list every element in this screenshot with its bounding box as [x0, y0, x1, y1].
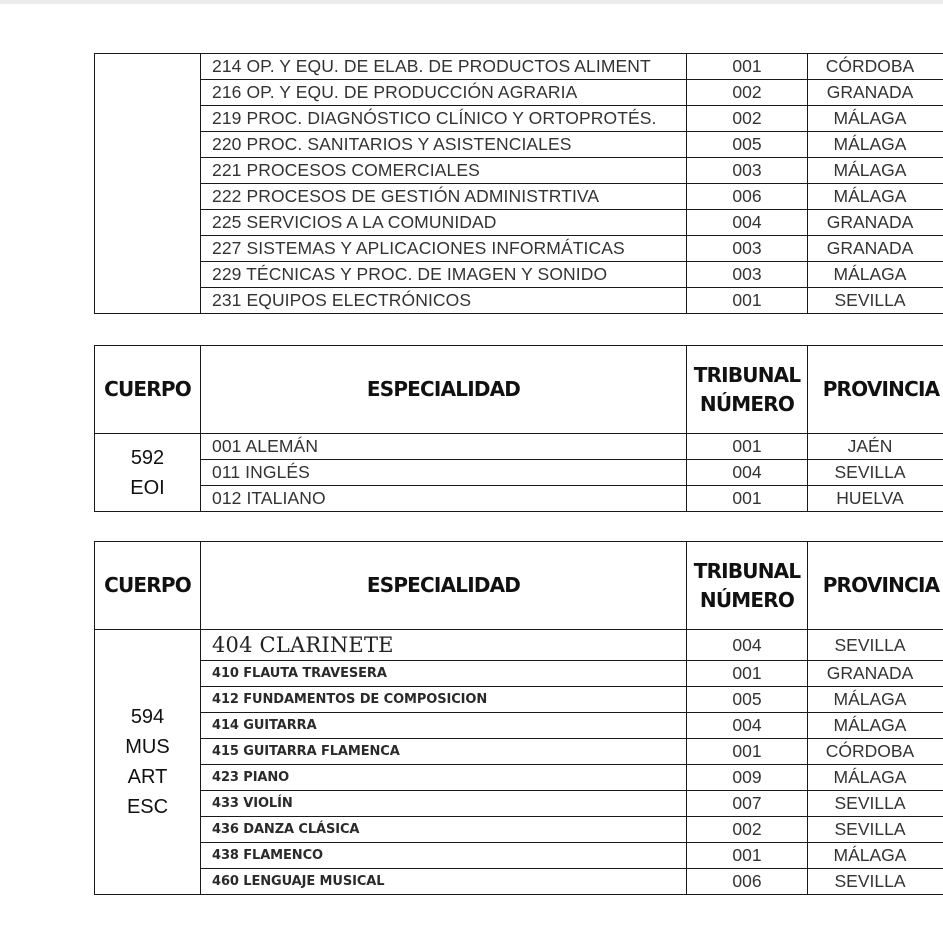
table-row — [95, 486, 943, 512]
table-row — [95, 262, 943, 288]
table-594-mus-art-esc — [94, 541, 943, 895]
especialidad-cell: 216 OP. Y EQU. DE PRODUCCIÓN AGRARIA — [201, 80, 687, 106]
tribunal-cell: 003 — [687, 262, 808, 288]
provincia-cell: GRANADA — [808, 210, 943, 236]
header-tribunal-numero — [687, 542, 808, 630]
table-row — [95, 434, 943, 460]
tribunal-cell: 009 — [687, 765, 808, 791]
especialidad-cell: 214 OP. Y EQU. DE ELAB. DE PRODUCTOS ALIMENT — [201, 54, 687, 80]
tribunal-cell: 004 — [687, 460, 808, 486]
tribunal-cell: 001 — [687, 434, 808, 460]
table-row — [95, 210, 943, 236]
especialidad-cell: 220 PROC. SANITARIOS Y ASISTENCIALES — [201, 132, 687, 158]
tribunal-cell: 002 — [687, 80, 808, 106]
provincia-cell: MÁLAGA — [808, 184, 943, 210]
provincia-cell: CÓRDOBA — [808, 739, 943, 765]
tribunal-cell: 002 — [687, 106, 808, 132]
header-cuerpo: CUERPO — [95, 542, 201, 630]
provincia-cell: MÁLAGA — [808, 713, 943, 739]
provincia-cell: MÁLAGA — [808, 687, 943, 713]
table-row — [95, 288, 943, 314]
tribunal-cell: 003 — [687, 158, 808, 184]
especialidad-cell: 012 ITALIANO — [201, 486, 687, 512]
especialidad-cell: 436 DANZA CLÁSICA — [201, 817, 687, 843]
header-especialidad: ESPECIALIDAD — [201, 346, 687, 434]
table-row — [95, 80, 943, 106]
tribunal-cell: 006 — [687, 184, 808, 210]
table-header-row — [95, 346, 943, 434]
table-row — [95, 791, 943, 817]
tribunal-cell: 001 — [687, 486, 808, 512]
table-row — [95, 765, 943, 791]
cuerpo-name: EOI — [130, 476, 165, 499]
table-row — [95, 661, 943, 687]
provincia-cell: MÁLAGA — [808, 106, 943, 132]
provincia-cell: MÁLAGA — [808, 843, 943, 869]
cuerpo-cell — [95, 630, 201, 895]
tribunal-cell: 001 — [687, 661, 808, 687]
table-row — [95, 184, 943, 210]
tribunal-cell: 001 — [687, 739, 808, 765]
cuerpo-cell-empty — [95, 54, 201, 314]
cuerpo-name-line: ART — [127, 766, 168, 788]
tribunal-cell: 001 — [687, 288, 808, 314]
table-592-eoi — [94, 345, 943, 512]
especialidad-cell: 222 PROCESOS DE GESTIÓN ADMINISTRTIVA — [201, 184, 687, 210]
header-tribunal-numero — [687, 346, 808, 434]
especialidad-cell: 404 CLARINETE — [201, 630, 687, 661]
provincia-cell: MÁLAGA — [808, 132, 943, 158]
provincia-cell: MÁLAGA — [808, 765, 943, 791]
especialidad-cell: 438 FLAMENCO — [201, 843, 687, 869]
table-row — [95, 817, 943, 843]
tribunal-cell: 004 — [687, 713, 808, 739]
table-row — [95, 843, 943, 869]
table-row — [95, 630, 943, 661]
tribunal-cell: 002 — [687, 817, 808, 843]
tribunal-cell: 004 — [687, 630, 808, 661]
table-row — [95, 869, 943, 895]
tribunal-cell: 001 — [687, 54, 808, 80]
table-row — [95, 132, 943, 158]
provincia-cell: GRANADA — [808, 80, 943, 106]
header-provincia: PROVINCIA — [808, 346, 943, 434]
especialidad-cell: 412 FUNDAMENTOS DE COMPOSICION — [201, 687, 687, 713]
especialidad-cell: 415 GUITARRA FLAMENCA — [201, 739, 687, 765]
provincia-cell: SEVILLA — [808, 791, 943, 817]
table-row — [95, 54, 943, 80]
header-numero: NÚMERO — [699, 391, 795, 416]
tribunal-cell: 005 — [687, 132, 808, 158]
especialidad-cell: 410 FLAUTA TRAVESERA — [201, 661, 687, 687]
cuerpo-code: 592 — [130, 446, 165, 469]
table-row — [95, 106, 943, 132]
cuerpo-name-line: MUS — [125, 736, 170, 758]
especialidad-cell: 423 PIANO — [201, 765, 687, 791]
table-row — [95, 460, 943, 486]
cuerpo-cell — [95, 434, 201, 512]
tribunal-cell: 006 — [687, 869, 808, 895]
especialidad-cell: 225 SERVICIOS A LA COMUNIDAD — [201, 210, 687, 236]
header-tribunal: TRIBUNAL — [693, 558, 801, 583]
especialidad-cell: 229 TÉCNICAS Y PROC. DE IMAGEN Y SONIDO — [201, 262, 687, 288]
provincia-cell: MÁLAGA — [808, 158, 943, 184]
table-continuation — [94, 53, 943, 314]
provincia-cell: SEVILLA — [808, 869, 943, 895]
provincia-cell: CÓRDOBA — [808, 54, 943, 80]
table-row — [95, 739, 943, 765]
table-row — [95, 687, 943, 713]
provincia-cell: SEVILLA — [808, 288, 943, 314]
especialidad-cell: 011 INGLÉS — [201, 460, 687, 486]
provincia-cell: GRANADA — [808, 236, 943, 262]
especialidad-cell: 221 PROCESOS COMERCIALES — [201, 158, 687, 184]
especialidad-cell: 460 LENGUAJE MUSICAL — [201, 869, 687, 895]
tribunal-cell: 007 — [687, 791, 808, 817]
provincia-cell: GRANADA — [808, 661, 943, 687]
provincia-cell: SEVILLA — [808, 817, 943, 843]
provincia-cell: SEVILLA — [808, 460, 943, 486]
provincia-cell: MÁLAGA — [808, 262, 943, 288]
cuerpo-name-line: ESC — [126, 796, 169, 818]
tribunal-cell: 001 — [687, 843, 808, 869]
especialidad-cell: 001 ALEMÁN — [201, 434, 687, 460]
header-provincia: PROVINCIA — [808, 542, 943, 630]
header-tribunal: TRIBUNAL — [693, 362, 801, 387]
tribunal-cell: 003 — [687, 236, 808, 262]
especialidad-cell: 433 VIOLÍN — [201, 791, 687, 817]
cuerpo-code: 594 — [130, 706, 165, 728]
tribunal-cell: 005 — [687, 687, 808, 713]
especialidad-cell: 231 EQUIPOS ELECTRÓNICOS — [201, 288, 687, 314]
table-row — [95, 713, 943, 739]
table-header-row — [95, 542, 943, 630]
tribunal-cell: 004 — [687, 210, 808, 236]
provincia-cell: SEVILLA — [808, 630, 943, 661]
header-especialidad: ESPECIALIDAD — [201, 542, 687, 630]
provincia-cell: HUELVA — [808, 486, 943, 512]
page-top-edge — [0, 0, 943, 4]
header-numero: NÚMERO — [699, 587, 795, 612]
especialidad-cell: 414 GUITARRA — [201, 713, 687, 739]
especialidad-cell: 227 SISTEMAS Y APLICACIONES INFORMÁTICAS — [201, 236, 687, 262]
table-row — [95, 158, 943, 184]
header-cuerpo: CUERPO — [95, 346, 201, 434]
provincia-cell: JAÉN — [808, 434, 943, 460]
especialidad-cell: 219 PROC. DIAGNÓSTICO CLÍNICO Y ORTOPROTÉS. — [201, 106, 687, 132]
table-row — [95, 236, 943, 262]
